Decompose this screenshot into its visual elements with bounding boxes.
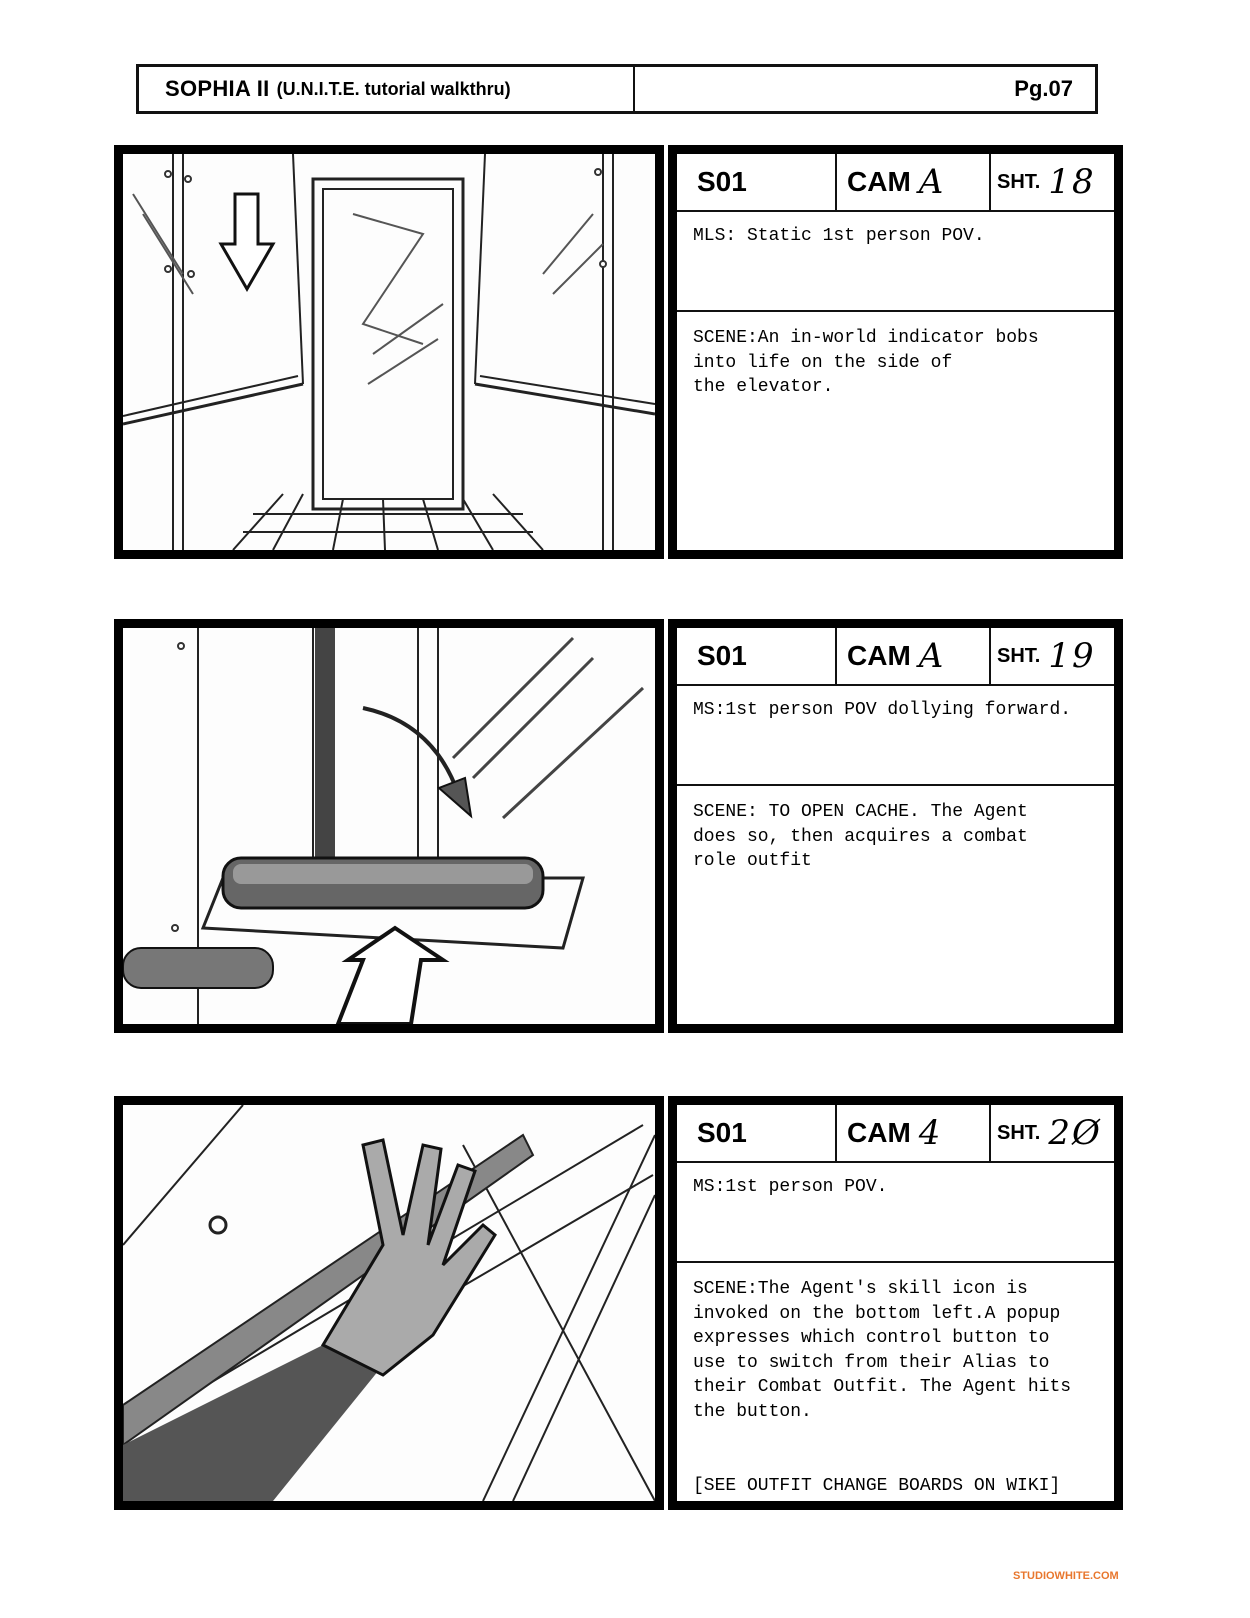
page-header (136, 64, 1098, 114)
down-arrow-icon (221, 194, 273, 289)
shot-label: SHT. (997, 644, 1041, 667)
shot-type-text: MS:1st person POV dollying forward. (677, 686, 1114, 786)
camera-cell (837, 1105, 991, 1161)
storyboard-sketch-3 (114, 1096, 664, 1510)
camera-value: A (918, 636, 946, 676)
shot-number-cell (991, 1105, 1114, 1161)
scene-description: SCENE: TO OPEN CACHE. The Agent does so, then acquires a combat role outfit (693, 802, 1028, 871)
scene-description: SCENE:The Agent's skill icon is invoked on the bottom left.A popup expresses which control button to use to switch from their Alias to their Combat Outfit. The Agent hits the button. (693, 1279, 1072, 1422)
camera-value: 4 (918, 1113, 943, 1153)
camera-label: CAM (847, 166, 911, 197)
scene-description: SCENE:An in-world indicator bobs into life on the side of the elevator. (693, 328, 1039, 397)
shot-label: SHT. (997, 170, 1041, 193)
shot-meta-row (677, 1105, 1114, 1163)
wiki-note: [SEE OUTFIT CHANGE BOARDS ON WIKI] (693, 1476, 1061, 1496)
studio-credit: STUDIOWHITE.COM (1013, 1570, 1119, 1582)
storyboard-sketch-2 (114, 619, 664, 1033)
shot-meta-row (677, 154, 1114, 212)
elevator-door-sketch (123, 154, 655, 550)
scene-number: S01 (677, 154, 837, 210)
camera-cell (837, 154, 991, 210)
storyboard-title (139, 67, 635, 111)
storyboard-sketch-1 (114, 145, 664, 559)
hand-sketch (123, 1105, 655, 1501)
shot-info-panel-1 (668, 145, 1123, 559)
shot-number-value: 18 (1048, 162, 1096, 202)
project-title: SOPHIA II (165, 76, 270, 101)
camera-value: A (918, 162, 946, 202)
shot-number-value: 19 (1048, 636, 1096, 676)
scene-number: S01 (677, 1105, 837, 1161)
shot-type-text: MLS: Static 1st person POV. (677, 212, 1114, 312)
camera-label: CAM (847, 640, 911, 671)
shot-number-value: 2Ø (1048, 1113, 1102, 1153)
shot-number-cell (991, 154, 1114, 210)
cache-sketch (123, 628, 655, 1024)
scene-number: S01 (677, 628, 837, 684)
page-number: Pg.07 (1014, 76, 1073, 101)
shot-number-cell (991, 628, 1114, 684)
curved-arrow-icon (363, 708, 458, 793)
camera-label: CAM (847, 1117, 911, 1148)
shot-info-panel-2 (668, 619, 1123, 1033)
shot-type-text: MS:1st person POV. (677, 1163, 1114, 1263)
project-subtitle: (U.N.I.T.E. tutorial walkthru) (276, 78, 511, 99)
up-arrow-icon (338, 928, 443, 1024)
camera-cell (837, 628, 991, 684)
shot-meta-row (677, 628, 1114, 686)
shot-info-panel-3 (668, 1096, 1123, 1510)
shot-label: SHT. (997, 1121, 1041, 1144)
